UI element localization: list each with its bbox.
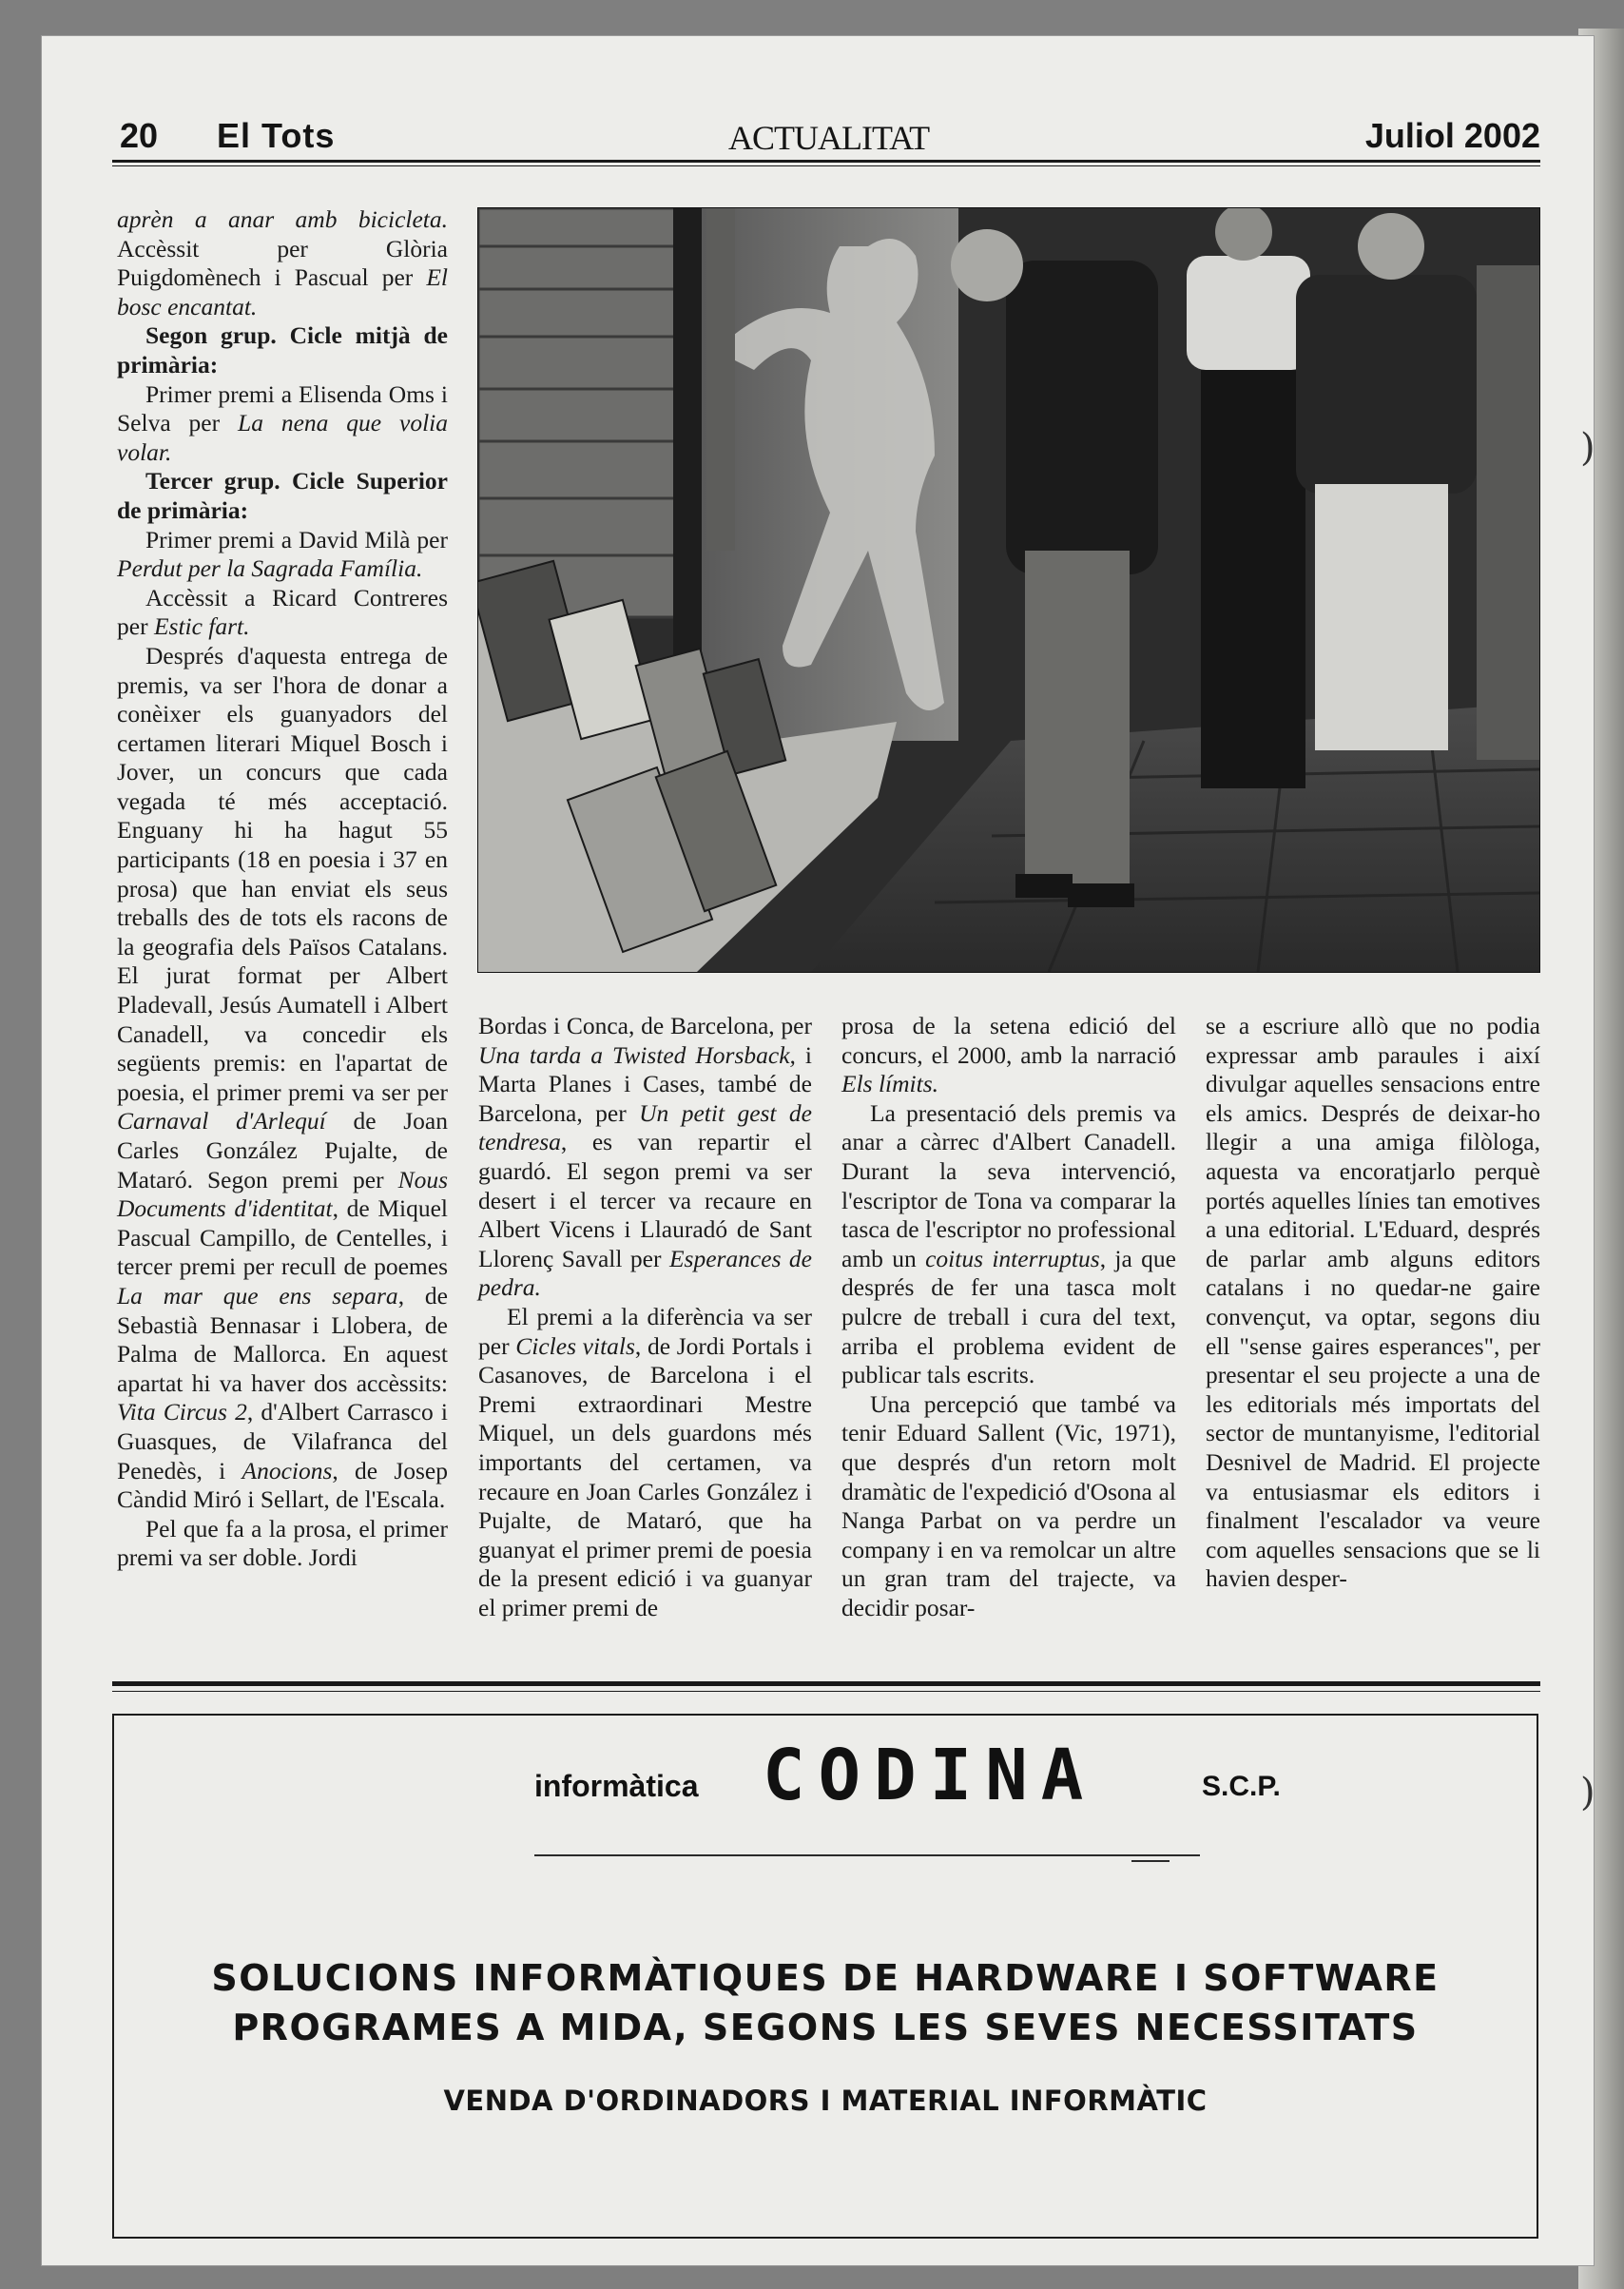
article-paragraph: Primer premi a David Milà per Perdut per la Sagrada Família. [117,525,448,583]
section-title: ACTUALITAT [728,119,930,157]
article-column-2 [478,1012,812,1622]
article-column-1 [117,205,448,1573]
article-paragraph: se a escriure allò que no podia expressar amb paraules i així divulgar aquelles sensacions entre els amics. Després de deixar-ho llegir a una amiga filòloga, aquesta va encoratjarlo perquè portés aquelles línies tan emotives a una editorial. L'Eduard, després de parlar amb alguns editors catalans i no quedar-ne gaire convençut, va optar, segons diu ell "sense gaires esperances", per presentar el seu projecte a una de les editorials més importats del sector de muntanyisme, l'editorial Desnivel de Madrid. El projecte va entusiasmar els editors i finalment l'escalador va veure com aquelles sensacions que se li havien desper- [1206,1012,1540,1593]
ad-headline-1: SOLUCIONS INFORMÀTIQUES DE HARDWARE I SOFTWARE [211,1957,1440,1999]
article-paragraph: prosa de la setena edició del concurs, el 2000, amb la narració Els límits. [841,1012,1176,1098]
article-paragraph: Pel que fa a la prosa, el primer premi va ser doble. Jordi [117,1514,448,1572]
photo-illustration [478,208,1539,972]
article-paragraph: Accèssit a Ricard Contreres per Estic fart. [117,583,448,641]
event-photo [477,207,1540,973]
page-header [120,116,1540,158]
article-paragraph: aprèn a anar amb bicicleta. Accèssit per Glòria Puigdomènech i Pascual per El bosc encantat. [117,205,448,320]
ad-headline-2: PROGRAMES A MIDA, SEGONS LES SEVES NECESSITATS [232,2007,1419,2048]
advertisement-box [112,1714,1538,2239]
ad-logo: CODINA [763,1735,1097,1816]
ad-underline-mark [1131,1860,1170,1862]
article-paragraph: El premi a la diferència va ser per Cicles vitals, de Jordi Portals i Casanoves, de Barcelona i el Premi extraordinari Mestre Miquel, un dels guardons més importants del certamen, va recaure en Joan Carles González i Pujalte, de Mataró, que ha guanyat el primer premi de poesia de la present edició i va guanyar el primer premi de [478,1302,813,1621]
ad-brand-prefix: informàtica [534,1769,699,1803]
page-number: 20 [120,116,159,155]
header-rule-thin [112,165,1540,166]
article-paragraph: Després d'aquesta entrega de premis, va ser l'hora de donar a conèixer els guanyadors del certamen literari Miquel Bosch i Jover, un concurs que cada vegada té més acceptació. Enguany hi ha hagut 55 participants (18 en poesia i 37 en prosa) que han enviat els seus treballs des de tots els racons de la geografia dels Països Catalans. El jurat format per Albert Pladevall, Jesús Aumatell i Albert Canadell, va concedir els següents premis: en l'apartat de poesia, el primer premi va ser per Carnaval d'Arlequí de Joan Carles González Pujalte, de Mataró. Segon premi per Nous Documents d'identitat, de Miquel Pascual Campillo, de Centelles, i tercer premi per recull de poemes La mar que ens separa, de Sebastià Bennasar i Llobera, de Palma de Mallorca. En aquest apartat hi va haver dos accèssits: Vita Circus 2, d'Albert Carrasco i Guasques, de Vilafranca del Penedès, i Anocions, de Josep Càndid Miró i Sellart, de l'Escala. [117,641,448,1514]
article-paragraph: Tercer grup. Cicle Superior de primària: [117,467,448,524]
binding-hole-mark: ) [1580,426,1595,470]
ad-subline: VENDA D'ORDINADORS I MATERIAL INFORMÀTIC [443,2085,1208,2117]
article-paragraph: Segon grup. Cicle mitjà de primària: [117,321,448,378]
article-paragraph: La presentació dels premis va anar a càrrec d'Albert Canadell. Durant la seva intervenció, l'escriptor de Tona va comparar la tasca de l'escriptor no professional amb un coitus interruptus, ja que després de fer una tasca molt pulcre de treball i cura del text, arriba el problema evident de publicar tals escrits. [841,1098,1176,1389]
publication-name: El Tots [217,116,336,155]
article-paragraph: Bordas i Conca, de Barcelona, per Una tarda a Twisted Horsback, i Marta Planes i Cases, també de Barcelona, per Un petit gest de tendresa, es van repartir el guardó. El segon premi va ser desert i el tercer va recaure en Albert Vicens i Llauradó de Sant Llorenç Savall per Esperances de pedra. [478,1012,813,1302]
binding-hole-mark: ) [1580,1771,1595,1814]
ad-separator-rule-thin [112,1691,1540,1692]
header-rule [112,160,1540,163]
ad-separator-rule [112,1681,1540,1686]
article-column-4 [1206,1012,1540,1594]
ad-underline [534,1854,1200,1856]
article-paragraph: Primer premi a Elisenda Oms i Selva per La nena que volia volar. [117,379,449,466]
article-paragraph: Una percepció que també va tenir Eduard Sallent (Vic, 1971), que després d'un retorn molt dramàtic de l'expedició d'Osona al Nanga Parbat on va perdre un company i en va remolcar un altre un gran tram del trajecte, va decidir posar- [841,1389,1176,1621]
article-column-3 [841,1012,1176,1622]
issue-date: Juliol 2002 [1364,116,1540,155]
ad-brand-suffix: S.C.P. [1202,1771,1281,1802]
ad-brand-block [534,1735,1314,1816]
